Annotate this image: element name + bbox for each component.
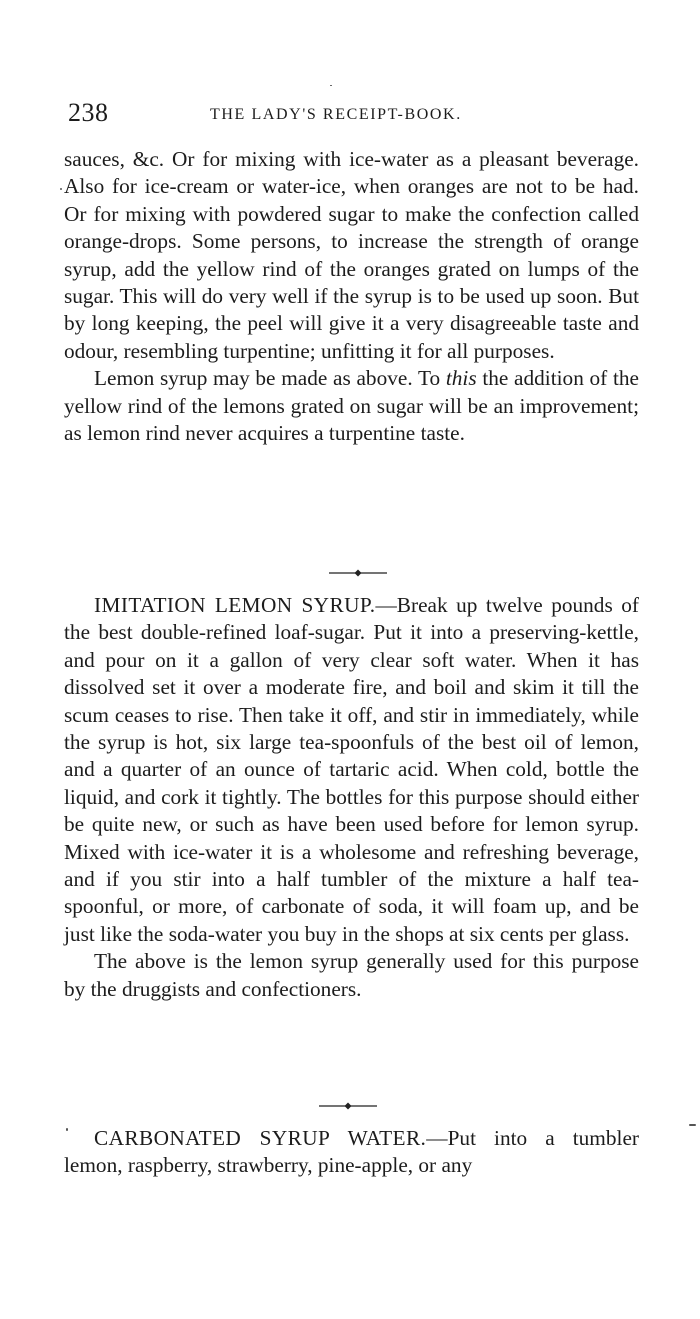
print-speck [66, 1128, 68, 1131]
orange-syrup-continuation: sauces, &c. Or for mixing with ice-water as a pleasant beverage. Also for ice-cream or water-ice, when oranges are not to be had. Or for mixing with powdered sugar to make the confection called orange-drops. Some persons, to increase the strength of orange syrup, add the yellow rind of the oranges grated on lumps of the sugar. This will do very well if the syrup is to be used up soon. But by long keeping, the peel will give it a very disagreeable taste and odour, resembling turpentine; unfitting it for all purposes. [64, 147, 639, 363]
recipe-body: —Break up twelve pounds of the best double-refined loaf-sugar. Put it into a preserving-kettle, and pour on it a gallon of very clear soft water. When it has dissolved set it over a moderate fire, and boil and skim it till the scum ceases to rise. Then take it off, and stir in immediately, while the syrup is hot, six large tea-spoonfuls of the best oil of lemon, and a quarter of an ounce of tartaric acid. When cold, bottle the liquid, and cork it tightly. The bottles for this purpose should either be quite new, or such as have been used before for lemon syrup. Mixed with ice-water it is a wholesome and refreshing beverage, and if you stir into a half tumbler of the mixture a half tea-spoonful, or more, of carbonate of soda, it will foam up, and be just like the soda-water you buy in the shops at six cents per glass. [64, 593, 639, 946]
section-divider [313, 1101, 383, 1111]
page-header [68, 98, 628, 132]
recipe-title: CARBONATED SYRUP WATER. [94, 1126, 427, 1150]
running-head: THE LADY'S RECEIPT-BOOK. [210, 106, 462, 123]
lemon-note-emphasis: this [445, 366, 477, 391]
imitation-lemon-syrup-recipe [64, 592, 639, 948]
orange-syrup-section [64, 146, 639, 447]
lemon-note-text-end: the addition of the yellow rind of the lemons grated on sugar will be an improvement; as lemon rind never acquires a turpentine taste. [64, 366, 639, 446]
lemon-note-text-start: Lemon syrup may be made as above. To [94, 366, 446, 391]
lemon-syrup-note [64, 365, 639, 447]
page-number: 238 [68, 98, 109, 127]
print-speck [689, 1124, 696, 1126]
carbonated-syrup-water-recipe [64, 1125, 639, 1180]
recipe-body: —Put into a tumbler lemon, raspberry, strawberry, pine-apple, or any [64, 1126, 639, 1178]
section-divider [323, 568, 393, 578]
carbonated-syrup-water-section [64, 1125, 639, 1180]
recipe-note: The above is the lemon syrup generally used for this purpose by the druggists and confectioners. [64, 949, 639, 1001]
print-speck [60, 188, 62, 190]
print-speck [330, 85, 332, 86]
recipe-title: IMITATION LEMON SYRUP. [94, 593, 376, 617]
imitation-lemon-syrup-section [64, 592, 639, 1003]
